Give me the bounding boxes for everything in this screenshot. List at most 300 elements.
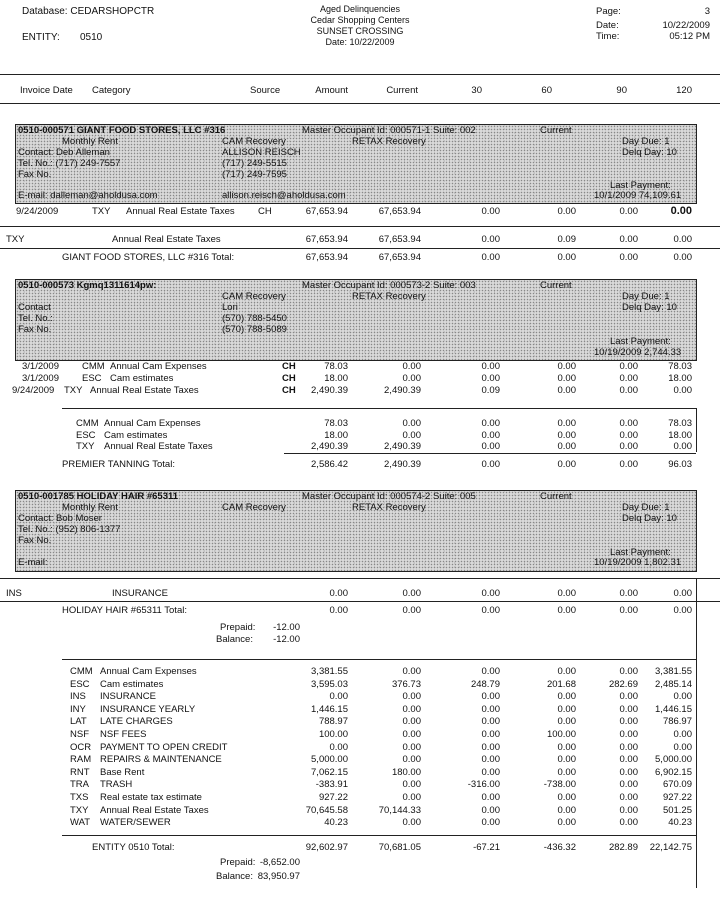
company-name: Cedar Shopping Centers [310,15,410,25]
tenant-total-label: HOLIDAY HAIR #65311 Total: [62,605,187,616]
summary-current: 70,144.33 [378,804,421,816]
col-category: Category [92,85,131,96]
summary-current: 0.00 [402,817,421,829]
delq-day: Delq Day: 10 [622,513,677,524]
total-60: 0.00 [557,605,576,616]
columns-divider [0,103,720,104]
col-30: 30 [471,85,482,96]
contact: Contact: Deb Alleman [18,147,110,158]
tenant-3-rule-2 [0,601,720,602]
summary-amount: 0.00 [329,588,348,599]
summary-60: 0.00 [557,804,576,816]
summary-90: 0.00 [619,418,638,429]
col-amount: Amount [315,85,348,96]
days-90: 0.00 [619,206,638,217]
tenant-3-rule [0,578,720,579]
source: CH [282,373,296,384]
summary-code: INS [70,691,86,703]
amount: 18.00 [324,373,348,384]
summary-code: NSF [70,729,89,740]
summary-90: 0.00 [619,817,638,829]
last-payment-value: 10/19/2009 2,744.33 [594,347,682,358]
summary-30: 0.00 [481,430,500,441]
entity-prepaid-value: -8,652.00 [259,857,300,868]
summary-60: 0.00 [557,691,576,703]
entity-total-rule [62,835,696,836]
summary-amount: 0.00 [329,741,348,753]
contact: Contact [18,302,51,313]
amount: 78.03 [324,361,348,372]
tenant-2-rule [62,408,696,409]
fax-no: Fax No. [18,169,52,180]
summary-60: 100.00 [546,729,576,740]
summary-90: 0.00 [619,234,638,245]
summary-current: 376.73 [391,678,421,690]
summary-current: 0.00 [402,691,421,703]
summary-code: OCR [70,741,92,753]
summary-amount: 2,490.39 [311,441,348,452]
summary-desc: Base Rent [100,766,145,778]
tel-no-2: (717) 249-5515 [222,158,287,169]
summary-120: 2,485.14 [655,678,692,690]
summary-90: 0.00 [619,703,638,715]
balance-value: -12.00 [273,634,300,645]
summary-120: 78.03 [668,418,692,429]
summary-30: 0.00 [481,741,500,753]
total-amount: 0.00 [329,605,348,616]
entity-total-amount: 92,602.97 [305,842,348,853]
summary-current: 0.00 [402,754,421,766]
contact: Contact: Bob Moser [18,513,102,524]
amount: 2,490.39 [311,385,348,396]
days-30: 0.00 [481,361,500,372]
summary-90: 0.00 [619,779,638,791]
summary-120: 501.25 [662,804,692,816]
summary-30: 0.00 [481,804,500,816]
summary-60: -738.00 [543,779,576,791]
summary-code: ESC [70,678,90,690]
summary-code: RAM [70,754,92,766]
email-2: allison.reisch@aholdusa.com [222,190,346,201]
invoice-date: 3/1/2009 [22,361,59,372]
master-occupant: Master Occupant Id: 000574-2 Suite: 005 [302,491,476,502]
summary-90: 0.00 [619,588,638,599]
current-label: Current [540,280,572,291]
database-label: Database: CEDARSHOPCTR [22,6,155,17]
summary-current: 0.00 [402,729,421,740]
summary-60: 0.00 [557,588,576,599]
summary-code: CMM [76,418,99,429]
monthly-rent: Monthly Rent [62,136,118,147]
total-120: 0.00 [673,252,692,263]
retax-recovery: RETAX Recovery [352,502,426,513]
tenant-id-name: 0510-001785 HOLIDAY HAIR #65311 [18,491,179,502]
current-label: Current [540,125,572,136]
summary-120: 0.00 [673,588,692,599]
summary-60: 0.00 [557,766,576,778]
entity-total-label: ENTITY 0510 Total: [92,842,175,853]
summary-60: 201.68 [546,678,576,690]
time-value: 05:12 PM [669,31,710,42]
summary-current: 0.00 [402,703,421,715]
days-120: 18.00 [668,373,692,384]
summary-amount: 3,381.55 [311,666,348,677]
tel-no: Tel. No.: (952) 806-1377 [18,524,121,535]
summary-30: 0.00 [481,754,500,766]
summary-current: 0.00 [402,588,421,599]
summary-120: 1,446.15 [655,703,692,715]
summary-120: 927.22 [662,792,692,803]
summary-60: 0.00 [557,430,576,441]
summary-desc: INSURANCE [112,588,168,599]
days-90: 0.00 [619,361,638,372]
summary-30: 0.00 [481,418,500,429]
summary-60: 0.00 [557,817,576,829]
summary-desc: TRASH [100,779,133,791]
cam-recovery: CAM Recovery [222,291,286,302]
summary-30: 0.00 [481,666,500,677]
summary-amount: 67,653.94 [305,234,348,245]
tenant-total-label: GIANT FOOD STORES, LLC #316 Total: [62,252,235,263]
summary-current: 0.00 [402,666,421,677]
summary-60: 0.00 [557,754,576,766]
current: 67,653.94 [378,206,421,217]
days-30: 0.09 [481,385,500,396]
summary-90: 0.00 [619,666,638,677]
summary-desc: Annual Cam Expenses [100,666,197,677]
entity-label: ENTITY: [22,32,60,43]
summary-current: 180.00 [391,766,421,778]
current: 0.00 [402,361,421,372]
summary-30: 0.00 [481,691,500,703]
tenant-1-rule [0,226,720,227]
retax-recovery: RETAX Recovery [352,291,426,302]
charge-desc: Annual Real Estate Taxes [90,385,199,396]
delq-day: Delq Day: 10 [622,147,677,158]
tel-no: Tel. No.: [18,313,53,324]
summary-amount: 0.00 [329,691,348,703]
tel-no-2: (570) 788-5450 [222,313,287,324]
summary-120: 0.00 [673,741,692,753]
fax-no-2: (717) 249-7595 [222,169,287,180]
summary-60: 0.00 [557,441,576,452]
total-current: 67,653.94 [378,252,421,263]
time-label: Time: [596,31,620,42]
summary-amount: 1,446.15 [311,703,348,715]
master-occupant: Master Occupant Id: 000571-1 Suite: 002 [302,125,476,136]
summary-30: 0.00 [481,792,500,803]
entity-total-current: 70,681.05 [378,842,421,853]
charge-code: ESC [82,373,102,384]
day-due: Day Due: 1 [622,291,670,302]
report-title: Aged Delinquencies [319,4,401,14]
charge-code: TXY [64,385,83,396]
summary-120: 3,381.55 [655,666,692,677]
tenant-total-label: PREMIER TANNING Total: [62,459,175,470]
last-payment-value: 10/1/2009 74,109.61 [594,190,682,201]
summary-30: 0.00 [481,729,500,740]
summary-code: TRA [70,779,89,791]
summary-amount: 5,000.00 [311,754,348,766]
summary-90: 0.00 [619,804,638,816]
email: E-mail: dalleman@aholdusa.com [18,190,158,201]
summary-code: INY [70,703,86,715]
tel-no: Tel. No.: (717) 249-7557 [18,158,121,169]
current: 0.00 [402,373,421,384]
tenant-id-name: 0510-000573 Kgmq1311614pw: [18,280,157,291]
date-value: 10/22/2009 [662,20,710,31]
charge-desc: Cam estimates [110,373,174,384]
monthly-rent: Monthly Rent [62,502,118,513]
total-90: 0.00 [619,605,638,616]
total-current: 0.00 [402,605,421,616]
amount: 67,653.94 [305,206,348,217]
contact-2: Lori [222,302,238,313]
summary-120: 0.00 [673,691,692,703]
summary-amount: 40.23 [324,817,348,829]
summary-120: 786.97 [662,716,692,728]
invoice-date: 9/24/2009 [16,206,59,217]
day-due: Day Due: 1 [622,136,670,147]
summary-30: 0.00 [481,817,500,829]
entity-prepaid-label: Prepaid: [220,857,256,868]
summary-60: 0.00 [557,792,576,803]
page-label: Page: [596,6,621,17]
summary-120: 670.09 [662,779,692,791]
col-invoice-date: Invoice Date [20,85,73,96]
invoice-date: 9/24/2009 [12,385,55,396]
summary-code: TXY [6,234,25,245]
summary-amount: 100.00 [318,729,348,740]
last-payment-label: Last Payment: [610,180,671,191]
summary-desc: Annual Real Estate Taxes [104,441,213,452]
date-label: Date: [596,20,619,31]
summary-desc: Annual Real Estate Taxes [112,234,221,245]
cam-recovery: CAM Recovery [222,136,286,147]
summary-current: 0.00 [402,430,421,441]
summary-120: 5,000.00 [655,754,692,766]
summary-120: 0.00 [673,234,692,245]
summary-60: 0.00 [557,741,576,753]
tenant-id-name: 0510-000571 GIANT FOOD STORES, LLC #316 [18,125,226,136]
delq-day: Delq Day: 10 [622,302,677,313]
total-amount: 67,653.94 [305,252,348,263]
summary-120: 40.23 [668,817,692,829]
summary-60: 0.00 [557,666,576,677]
summary-90: 0.00 [619,441,638,452]
cam-recovery: CAM Recovery [222,502,286,513]
col-current: Current [386,85,418,96]
total-30: 0.00 [481,252,500,263]
page-value: 3 [704,6,710,17]
entity-total-120: 22,142.75 [649,842,692,853]
summary-current: 67,653.94 [378,234,421,245]
summary-90: 0.00 [619,716,638,728]
balance-label: Balance: [216,634,253,645]
summary-90: 0.00 [619,729,638,740]
total-120: 0.00 [673,605,692,616]
master-occupant: Master Occupant Id: 000573-2 Suite: 003 [302,280,476,291]
summary-90: 282.69 [608,678,638,690]
summary-current: 0.00 [402,741,421,753]
summary-code: ESC [76,430,96,441]
summary-amount: 18.00 [324,430,348,441]
summary-90: 0.00 [619,691,638,703]
summary-120: 0.00 [673,441,692,452]
summary-code: TXY [70,804,89,816]
tenant-2-right-rule [696,408,697,452]
summary-120: 0.00 [673,729,692,740]
source: CH [282,385,296,396]
source: CH [258,206,272,217]
contact-2: ALLISON REISCH [222,147,301,158]
summary-desc: Annual Real Estate Taxes [100,804,209,816]
days-30: 0.00 [481,206,500,217]
summary-amount: 927.22 [318,792,348,803]
summary-desc: LATE CHARGES [100,716,173,728]
summary-amount: 70,645.58 [305,804,348,816]
col-90: 90 [616,85,627,96]
tenant-1-rule-2 [0,248,720,249]
charge-desc: Annual Real Estate Taxes [126,206,235,217]
last-payment-label: Last Payment: [610,336,671,347]
day-due: Day Due: 1 [622,502,670,513]
summary-120: 6,902.15 [655,766,692,778]
entity-total-90: 282.89 [608,842,638,853]
summary-30: -316.00 [467,779,500,791]
summary-desc: NSF FEES [100,729,147,740]
invoice-date: 3/1/2009 [22,373,59,384]
days-90: 0.00 [619,373,638,384]
charge-code: TXY [92,206,111,217]
total-120: 96.03 [668,459,692,470]
last-payment-label: Last Payment: [610,547,671,558]
total-90: 0.00 [619,459,638,470]
summary-amount: -383.91 [315,779,348,791]
summary-30: 0.00 [481,716,500,728]
summary-desc: Cam estimates [100,678,164,690]
summary-current: 2,490.39 [384,441,421,452]
summary-code: INS [6,588,22,599]
property-name: SUNSET CROSSING [316,26,404,36]
header-divider [0,74,720,75]
summary-30: 0.00 [481,441,500,452]
summary-desc: Cam estimates [104,430,168,441]
charge-code: CMM [82,361,105,372]
col-source: Source [250,85,281,96]
prepaid-label: Prepaid: [220,622,256,633]
total-30: 0.00 [481,459,500,470]
fax-no-2: (570) 788-5089 [222,324,287,335]
summary-desc: REPAIRS & MAINTENANCE [100,754,222,766]
current: 2,490.39 [384,385,421,396]
total-current: 2,490.39 [384,459,421,470]
source: CH [282,361,296,372]
summary-60: 0.09 [557,234,576,245]
days-60: 0.00 [557,361,576,372]
retax-recovery: RETAX Recovery [352,136,426,147]
days-60: 0.00 [557,385,576,396]
days-90: 0.00 [619,385,638,396]
summary-60: 0.00 [557,716,576,728]
summary-desc: PAYMENT TO OPEN CREDIT [100,741,228,753]
summary-amount: 78.03 [324,418,348,429]
entity-balance-label: Balance: [216,871,253,882]
summary-120: 18.00 [668,430,692,441]
summary-90: 0.00 [619,766,638,778]
summary-60: 0.00 [557,703,576,715]
summary-code: TXY [76,441,95,452]
summary-30: 0.00 [481,703,500,715]
entity-total-60: -436.32 [543,842,576,853]
days-120: 78.03 [668,361,692,372]
charge-desc: Annual Cam Expenses [110,361,207,372]
summary-30: 0.00 [481,234,500,245]
summary-current: 0.00 [402,716,421,728]
summary-desc: Real estate tax estimate [100,792,202,803]
fax-no: Fax No. [18,535,52,546]
summary-30: 0.00 [481,588,500,599]
total-90: 0.00 [619,252,638,263]
report-date: Date: 10/22/2009 [325,37,395,47]
entity-value: 0510 [80,32,103,43]
summary-amount: 3,595.03 [311,678,348,690]
email: E-mail: [18,557,48,568]
col-120: 120 [676,85,692,96]
total-60: 0.00 [557,252,576,263]
summary-desc: INSURANCE YEARLY [100,703,196,715]
prepaid-value: -12.00 [273,622,300,633]
right-rule [696,578,697,888]
days-120: 0.00 [673,385,692,396]
days-60: 0.00 [557,373,576,384]
summary-desc: Annual Cam Expenses [104,418,201,429]
summary-code: CMM [70,666,93,677]
total-amount: 2,586.42 [311,459,348,470]
summary-90: 0.00 [619,430,638,441]
fax-no: Fax No. [18,324,52,335]
total-30: 0.00 [481,605,500,616]
summary-current: 0.00 [402,792,421,803]
last-payment-value: 10/19/2009 1,802.31 [594,557,682,568]
summary-desc: WATER/SEWER [100,817,171,829]
summary-code: WAT [70,817,91,829]
summary-desc: INSURANCE [100,691,156,703]
summary-code: RNT [70,766,90,778]
days-30: 0.00 [481,373,500,384]
summary-amount: 7,062.15 [311,766,348,778]
summary-30: 248.79 [470,678,500,690]
entity-summary-rule [62,659,696,660]
summary-code: TXS [70,792,89,803]
summary-current: 0.00 [402,779,421,791]
summary-amount: 788.97 [318,716,348,728]
tenant-2-rule-2 [284,453,696,454]
summary-current: 0.00 [402,418,421,429]
summary-60: 0.00 [557,418,576,429]
summary-90: 0.00 [619,754,638,766]
summary-code: LAT [70,716,87,728]
summary-90: 0.00 [619,792,638,803]
days-120: 0.00 [670,205,692,217]
col-60: 60 [541,85,552,96]
current-label: Current [540,491,572,502]
entity-total-30: -67.21 [473,842,500,853]
summary-90: 0.00 [619,741,638,753]
entity-balance-value: 83,950.97 [257,871,300,882]
total-60: 0.00 [557,459,576,470]
days-60: 0.00 [557,206,576,217]
